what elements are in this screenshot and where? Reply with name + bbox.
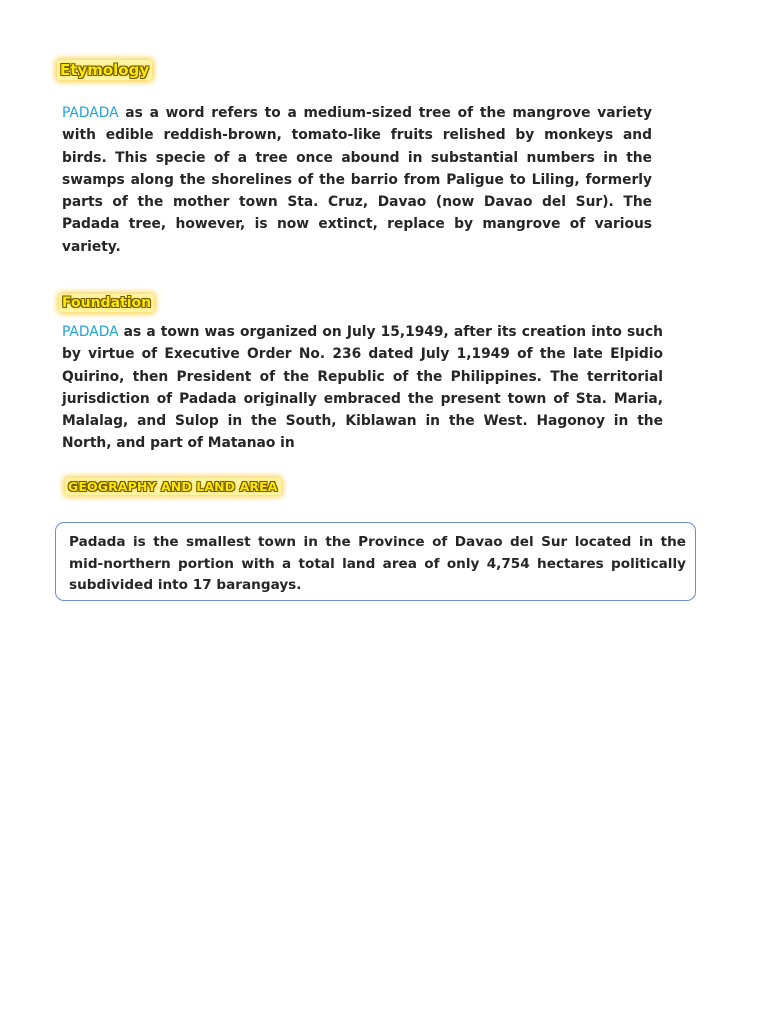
foundation-keyword: PADADA [62,324,119,340]
geography-paragraph: Padada is the smallest town in the Province of Davao del Sur located in the mid-northern portion with a total land area of only 4,754 hectares politically subdivided into 17 barangays. [69,534,686,593]
etymology-text: as a word refers to a medium-sized tree of the mangrove variety with edible reddish-brown, tomato-like fruits relished by monkeys and birds. This specie of a tree once abound in substantial numbers in the swamps along the shorelines of the barrio from Paligue to Liling, formerly parts of the mother town Sta. Cruz, Davao (now Davao del Sur). The Padada tree, however, is now extinct, replace by mangrove of various variety. [62,105,652,255]
foundation-text: as a town was organized on July 15,1949, after its creation into such by virtue of Executive Order No. 236 dated July 1,1949 of the late Elpidio Quirino, then President of the Republic of the Philippines. The territorial jurisdiction of Padada originally embraced the present town of Sta. Maria, Malalag, and Sulop in the South, Kiblawan in the West. Hagonoy in the North, and part of Matanao in [62,324,663,452]
etymology-keyword: PADADA [62,105,119,121]
geography-box [55,522,696,601]
foundation-heading: Foundation [59,294,154,312]
etymology-heading: Etymology [57,60,152,80]
geography-heading: GEOGRAPHY AND LAND AREA [65,478,281,495]
foundation-section [62,321,663,452]
foundation-paragraph [62,321,663,455]
etymology-paragraph [62,102,652,258]
